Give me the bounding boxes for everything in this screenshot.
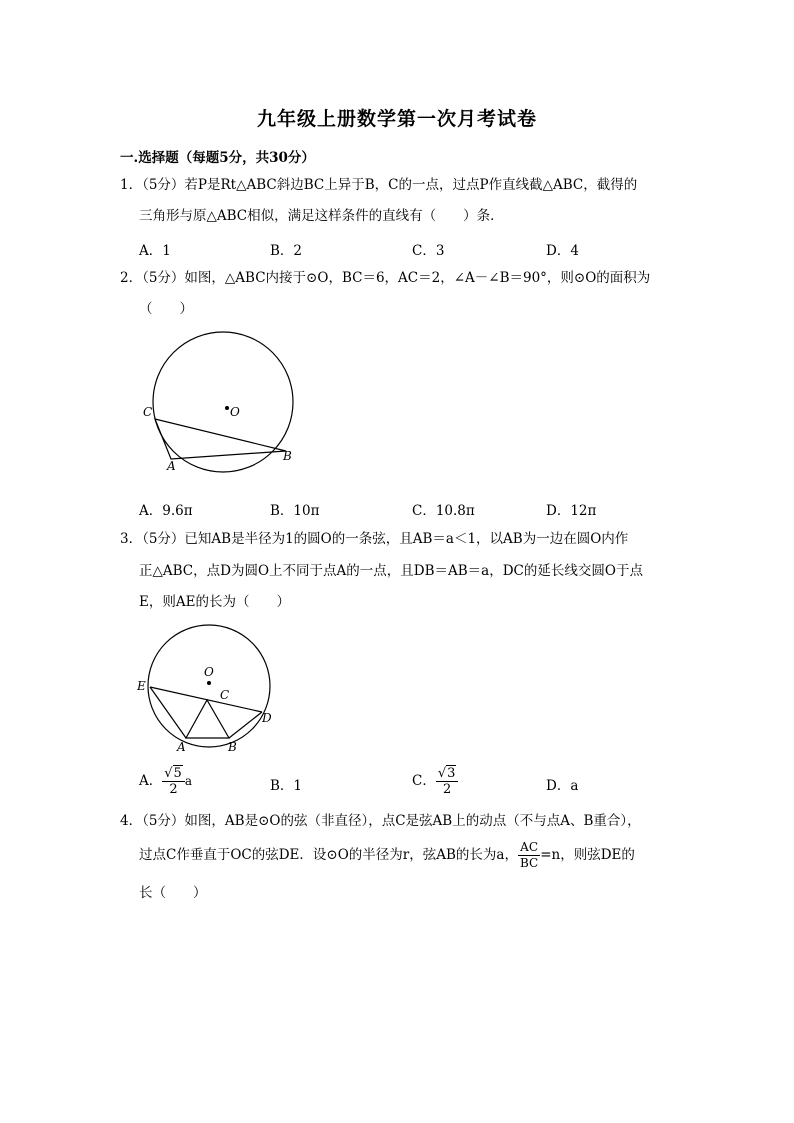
q3-option-c-denominator: 2: [442, 782, 452, 797]
q3-label-d: D: [262, 711, 272, 725]
q3-center-dot: [207, 681, 211, 685]
q2-option-a: A．9.6π: [139, 503, 193, 519]
q4-line2-start: 过点C作垂直于OC的弦DE．设⊙O的半径为r，弦AB的长为a，: [139, 847, 518, 863]
q3-option-b: B．1: [270, 778, 303, 794]
q3-line-bd: [229, 712, 262, 738]
q3-option-c-prefix: C．: [412, 773, 436, 789]
q3-label-c: C: [220, 688, 230, 702]
q4-fraction-denominator: BC: [519, 856, 539, 870]
q3-label-b: B: [228, 740, 237, 754]
q2-circle-diagram: [138, 330, 318, 480]
q3-line3: E，则AE的长为（ ）: [139, 594, 290, 610]
q4-line2-end: =n，则弦DE的: [540, 847, 635, 863]
q2-line2: （ ）: [139, 301, 193, 317]
q3-line1: 3．（5分）已知AB是半径为1的圆O的一条弦，且AB＝a＜1，以AB为一边在圆O内作: [120, 531, 629, 547]
q1-option-d: D．4: [546, 243, 579, 259]
q4-ratio-fraction: [518, 840, 540, 871]
q4-line3: 长（ ）: [139, 885, 207, 901]
q2-option-d: D．12π: [546, 503, 597, 519]
section-heading: 一.选择题（每题5分，共30分）: [120, 150, 315, 166]
q1-line1: 1．（5分）若P是Rt△ABC斜边BC上异于B，C的一点，过点P作直线截△ABC，截得的: [120, 177, 638, 193]
q3-circle-diagram: [134, 620, 284, 760]
q2-label-a: A: [167, 459, 176, 473]
q3-circle: [148, 625, 270, 747]
q2-option-b: B．10π: [270, 503, 320, 519]
q2-label-o: O: [230, 405, 240, 419]
q1-option-b: B．2: [270, 243, 303, 259]
q3-line-ea: [150, 687, 186, 738]
q3-option-a-suffix: a: [184, 774, 192, 788]
q3-option-a: [139, 766, 192, 797]
page-title: 九年级上册数学第一次月考试卷: [256, 108, 537, 130]
q4-line2: [139, 838, 635, 872]
sqrt-sign: √3: [437, 766, 456, 781]
q2-option-c: C．10.8π: [412, 503, 475, 519]
q3-option-a-prefix: A．: [139, 773, 163, 789]
q3-option-c: [412, 766, 458, 797]
q3-option-a-denominator: 2: [169, 782, 178, 797]
q3-line-ed: [150, 687, 262, 712]
q3-option-c-radicand: 3: [447, 766, 456, 781]
q3-triangle-abc: [186, 700, 229, 738]
q2-label-b: B: [283, 449, 292, 463]
q3-label-a: A: [177, 740, 186, 754]
q4-fraction-numerator: AC: [518, 840, 540, 856]
q4-line1: 4．（5分）如图，AB是⊙O的弦（非直径），点C是弦AB上的动点（不与点A、B重合），: [120, 813, 641, 829]
q2-center-dot: [225, 406, 229, 410]
q3-option-c-fraction: [436, 766, 459, 797]
q3-label-o: O: [204, 665, 214, 679]
q3-line2: 正△ABC，点D为圆O上不同于点A的一点，且DB＝AB＝a，DC的延长线交圆O于点: [139, 563, 643, 579]
q2-line1: 2．（5分）如图，△ABC内接于⊙O，BC＝6，AC＝2，∠A－∠B＝90°，则⊙O的面积为: [120, 270, 651, 286]
q3-option-a-fraction: [162, 766, 185, 797]
q1-option-c: C．3: [412, 243, 445, 259]
q1-line2: 三角形与原△ABC相似，满足这样条件的直线有（ ）条．: [139, 208, 504, 224]
q2-circle: [153, 332, 293, 472]
q3-label-e: E: [137, 679, 146, 693]
sqrt-sign: √5: [164, 766, 182, 781]
q2-label-c: C: [143, 405, 153, 419]
q3-option-a-radicand: 5: [173, 766, 182, 781]
q1-option-a: A．1: [139, 243, 171, 259]
q3-option-d: D．a: [546, 778, 579, 794]
